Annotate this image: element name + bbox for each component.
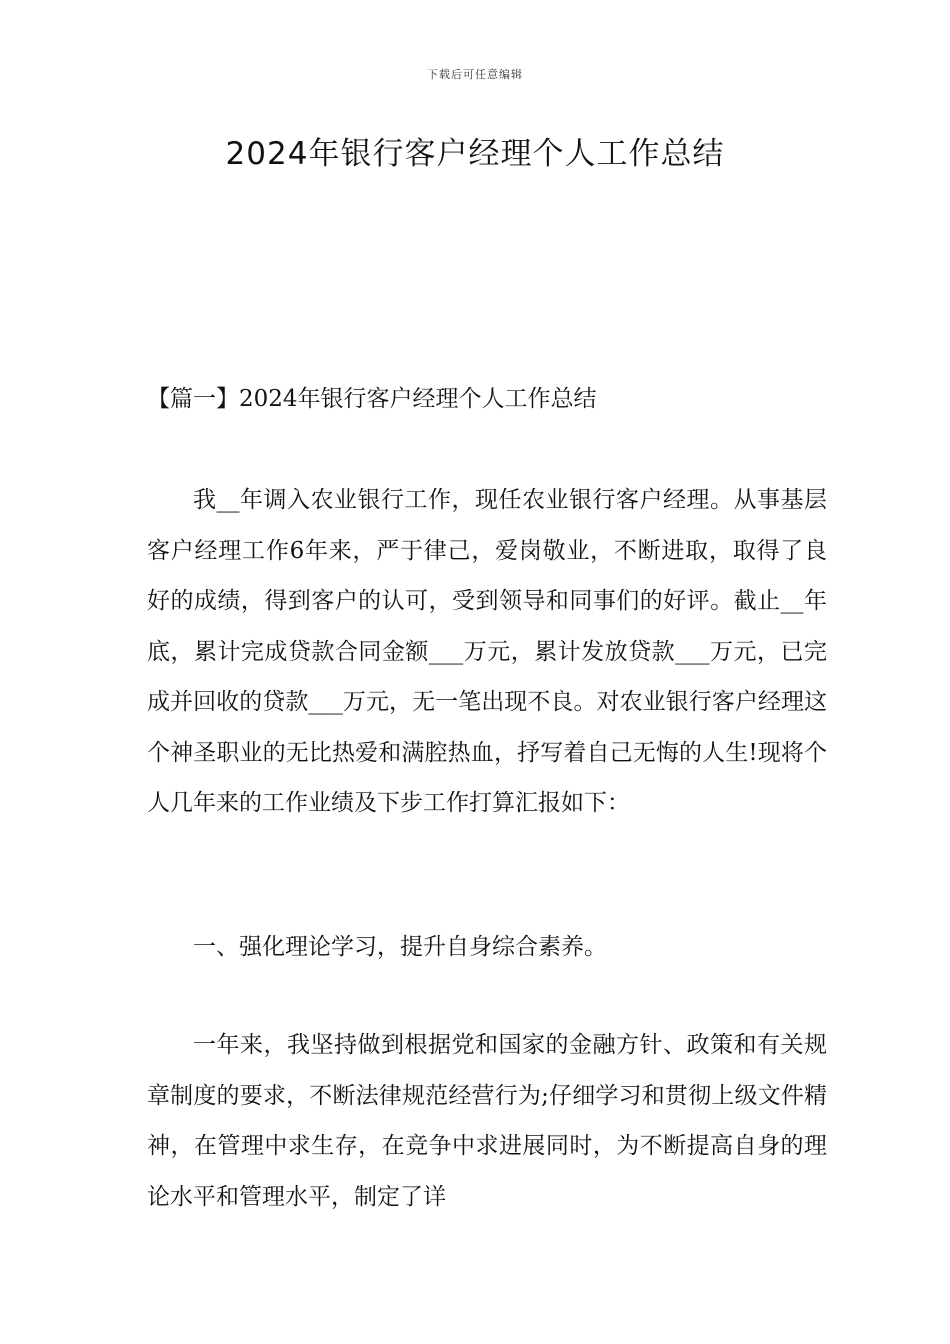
section-heading: 【篇一】2024年银行客户经理个人工作总结	[147, 386, 597, 412]
paragraph-2: 一年来，我坚持做到根据党和国家的金融方针、政策和有关规章制度的要求，不断法律规范经营行为;仔细学习和贯彻上级文件精神，在管理中求生存，在竞争中求进展同时，为不断提高自身的理论水平和管理水平，制定了详	[147, 1032, 827, 1210]
paragraph-intro: 我__年调入农业银行工作，现任农业银行客户经理。从事基层客户经理工作6年来，严于律己，爱岗敬业，不断进取，取得了良好的成绩，得到客户的认可，受到领导和同事们的好评。截止__年底，累计完成贷款合同金额___万元，累计发放贷款___万元，已完成并回收的贷款___万元，无一笔出现不良。对农业银行客户经理这个神圣职业的无比热爱和满腔热血，抒写着自己无悔的人生!现将个人几年来的工作业绩及下步工作打算汇报如下：	[147, 487, 827, 816]
document-title: 2024年银行客户经理个人工作总结	[225, 136, 725, 172]
page-header-note: 下载后可任意编辑	[427, 68, 523, 81]
subheading-1: 一、强化理论学习，提升自身综合素养。	[193, 934, 607, 960]
